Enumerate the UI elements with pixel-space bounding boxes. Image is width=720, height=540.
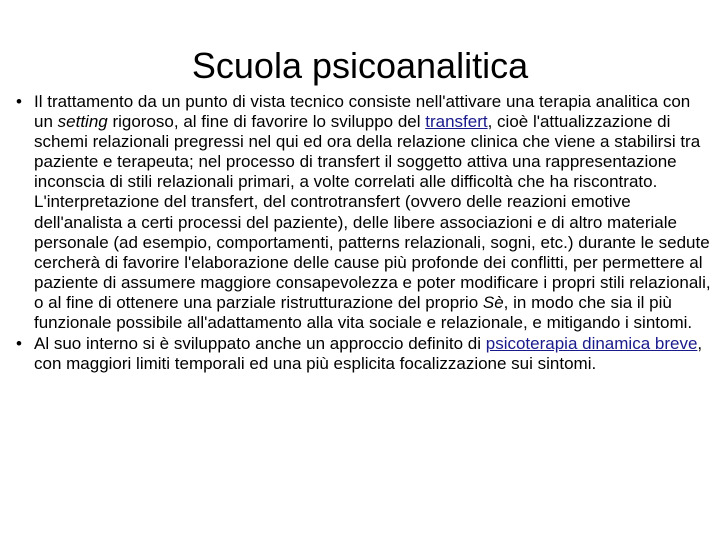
- slide-title: Scuola psicoanalitica: [191, 45, 529, 86]
- paragraph-text: , con maggiori limiti temporali ed una più esplicita focalizzazione sui sintomi.: [34, 334, 703, 374]
- paragraph-text: , cioè l'attualizzazione di schemi relazionali pregressi nel qui ed ora della relazione clinica che viene a stabilirsi tra paziente e terapeuta; nel processo di transfert il soggetto attiva una rappresentazione inconscia di stili relazionali primari, a volte correlati alle difficoltà che ha riscontrato. L'interpretazione del transfert, del controtransfert (ovvero delle reazioni emotive dell'analista a certi processi del paziente), delle libere associazioni e di altro materiale personale (ad esempio, comportamenti, patterns relazionali, sogni, etc.) durante le sedute cercherà di favorire l'elaborazione delle cause più profonde dei conflitti, per permettere al paziente di assumere maggiore consapevolezza e poter modificare i propri stili relazionali, o al fine di ottenere una parziale ristrutturazione del proprio: [34, 112, 711, 312]
- paragraph-text: rigoroso, al fine di favorire lo sviluppo del: [107, 112, 426, 132]
- setting-term: setting: [57, 112, 108, 132]
- psicoterapia-dinamica-breve-link[interactable]: psicoterapia dinamica breve: [485, 334, 698, 354]
- bullet-item-approccio: [12, 334, 712, 374]
- paragraph-text: Al suo interno si è sviluppato anche un approccio definito di: [34, 334, 486, 354]
- bullet-list: [12, 92, 712, 375]
- paragraph-text: Il trattamento da un punto di vista tecnico consiste nell'attivare una terapia analitica con un: [34, 92, 691, 132]
- transfert-link[interactable]: transfert: [425, 112, 488, 132]
- bullet-item-trattamento: [12, 92, 712, 333]
- bullet-marker: •: [16, 92, 22, 111]
- paragraph-text: , in modo che sia il più funzionale possibile all'adattamento alla vita sociale e relazionale, e mitigando i sintomi.: [34, 292, 693, 333]
- bullet-marker: •: [16, 334, 22, 354]
- se-term: Sè: [482, 292, 504, 312]
